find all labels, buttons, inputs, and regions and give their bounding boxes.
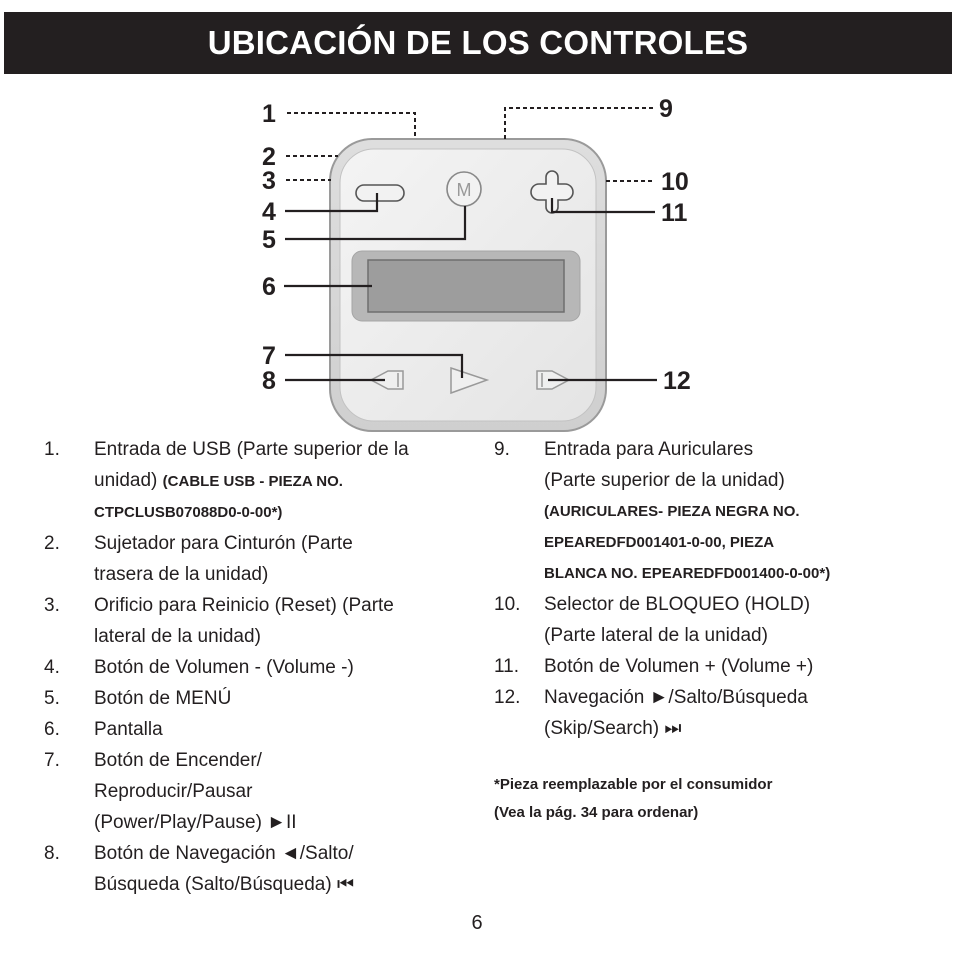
item-text: Navegación ►/Salto/Búsqueda bbox=[544, 687, 808, 708]
volume-minus-button[interactable] bbox=[356, 185, 404, 201]
controls-list-left bbox=[44, 434, 464, 900]
item-text: Entrada para Auriculares bbox=[544, 439, 754, 460]
callout-8: 8 bbox=[262, 367, 276, 395]
item-text: (Skip/Search) ⏭ bbox=[544, 718, 682, 739]
footnote-line: *Pieza reemplazable por el consumidor bbox=[494, 776, 773, 793]
item-number: 7. bbox=[44, 750, 60, 771]
item-text: Orificio para Reinicio (Reset) (Parte bbox=[94, 595, 394, 616]
item-number: 6. bbox=[44, 719, 60, 740]
callout-3: 3 bbox=[262, 167, 276, 195]
screen bbox=[368, 260, 564, 312]
part-number-note: BLANCA NO. EPEAREDFD001400-0-00*) bbox=[544, 565, 831, 582]
list-item bbox=[44, 714, 464, 745]
list-item bbox=[494, 651, 934, 682]
item-number: 11. bbox=[494, 656, 520, 677]
list-item bbox=[44, 528, 464, 590]
callout-1: 1 bbox=[262, 100, 276, 128]
callout-4: 4 bbox=[262, 198, 276, 226]
part-number-note: (CABLE USB - PIEZA NO. bbox=[162, 473, 343, 490]
footnote bbox=[494, 771, 772, 827]
item-text: Botón de Navegación ◄/Salto/ bbox=[94, 843, 354, 864]
item-text: (Power/Play/Pause) ►II bbox=[94, 812, 297, 833]
device-diagram bbox=[0, 0, 954, 434]
item-text: Botón de MENÚ bbox=[94, 688, 232, 709]
list-item bbox=[44, 652, 464, 683]
item-number: 12. bbox=[494, 687, 521, 708]
item-number: 10. bbox=[494, 594, 521, 615]
leader-9 bbox=[505, 108, 653, 139]
list-item bbox=[44, 590, 464, 652]
callout-6: 6 bbox=[262, 273, 276, 301]
item-text: Selector de BLOQUEO (HOLD) bbox=[544, 594, 811, 615]
list-item bbox=[494, 682, 934, 744]
callout-11: 11 bbox=[661, 199, 688, 227]
list-item bbox=[44, 434, 464, 528]
part-number-note: CTPCLUSB07088D0-0-00*) bbox=[94, 504, 283, 521]
item-text: Reproducir/Pausar bbox=[94, 781, 253, 802]
callout-5: 5 bbox=[262, 226, 276, 254]
item-text: (Parte lateral de la unidad) bbox=[544, 625, 768, 646]
item-text: lateral de la unidad) bbox=[94, 626, 261, 647]
list-item bbox=[494, 589, 934, 651]
item-number: 2. bbox=[44, 533, 60, 554]
item-text: trasera de la unidad) bbox=[94, 564, 269, 585]
callout-7: 7 bbox=[262, 342, 276, 370]
page-number: 6 bbox=[471, 912, 483, 934]
item-number: 3. bbox=[44, 595, 60, 616]
item-text: unidad) bbox=[94, 470, 158, 491]
item-number: 8. bbox=[44, 843, 60, 864]
callout-9: 9 bbox=[659, 95, 673, 123]
item-text: Botón de Volumen - (Volume -) bbox=[94, 657, 354, 678]
leader-1 bbox=[287, 113, 415, 139]
item-text: Pantalla bbox=[94, 719, 163, 740]
list-item bbox=[44, 838, 464, 900]
item-number: 4. bbox=[44, 657, 60, 678]
callout-12: 12 bbox=[663, 367, 691, 395]
item-text: Sujetador para Cinturón (Parte bbox=[94, 533, 353, 554]
item-number: 1. bbox=[44, 439, 60, 460]
item-text: Entrada de USB (Parte superior de la bbox=[94, 439, 409, 460]
item-text: Búsqueda (Salto/Búsqueda) ⏮ bbox=[94, 874, 355, 895]
page-title: UBICACIÓN DE LOS CONTROLES bbox=[207, 24, 749, 61]
item-text: Botón de Encender/ bbox=[94, 750, 262, 771]
list-item bbox=[44, 683, 464, 714]
controls-list-right bbox=[494, 434, 934, 744]
callout-10: 10 bbox=[661, 168, 689, 196]
callout-2: 2 bbox=[262, 143, 276, 171]
part-number-note: EPEAREDFD001401-0-00, PIEZA bbox=[544, 534, 775, 551]
footnote-line: (Vea la pág. 34 para ordenar) bbox=[494, 804, 699, 821]
item-text: (Parte superior de la unidad) bbox=[544, 470, 785, 491]
item-text: Botón de Volumen + (Volume +) bbox=[544, 656, 814, 677]
part-number-note: (AURICULARES- PIEZA NEGRA NO. bbox=[544, 503, 800, 520]
item-number: 5. bbox=[44, 688, 60, 709]
menu-button-label: M bbox=[456, 180, 472, 200]
list-item bbox=[44, 745, 464, 838]
list-item bbox=[494, 434, 934, 589]
item-number: 9. bbox=[494, 439, 510, 460]
